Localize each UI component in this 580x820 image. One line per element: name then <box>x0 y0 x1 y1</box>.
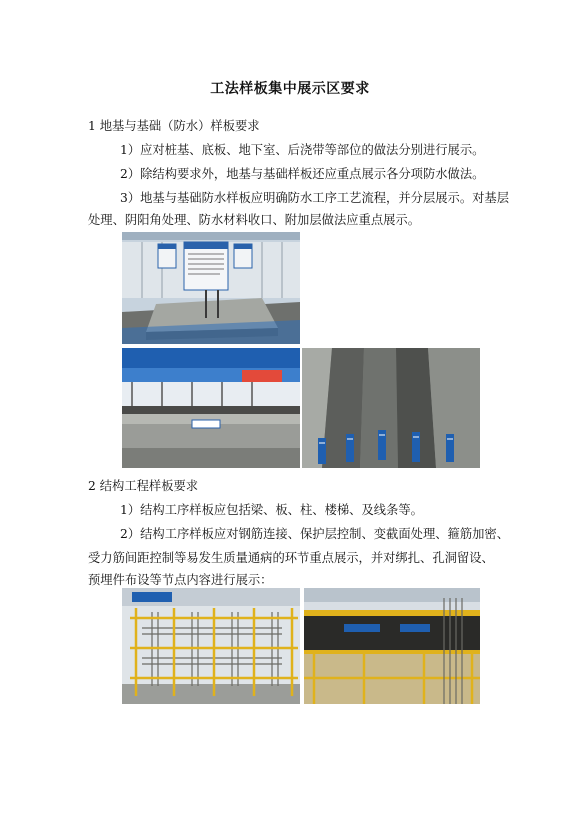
section2-item-2-cont: 受力筋间距控制等易发生质量通病的环节重点展示，并对绑扎、孔洞留设、 <box>88 551 494 565</box>
foundation-sample-photo <box>122 232 300 344</box>
page-title: 工法样板集中展示区要求 <box>210 81 370 97</box>
section1-item-1: 1）应对桩基、底板、地下室、后浇带等部位的做法分别进行展示。 <box>120 143 485 157</box>
section1-item-2: 2）除结构要求外，地基与基础样板还应重点展示各分项防水做法。 <box>120 167 485 181</box>
section1-item-3-cont: 处理、阴阳角处理、防水材料收口、附加层做法应重点展示。 <box>88 213 421 227</box>
section2-item-2: 2）结构工序样板应对钢筋连接、保护层控制、变截面处理、箍筋加密、 <box>120 527 510 541</box>
foundation-banner-photo <box>122 348 300 468</box>
section2-item-1: 1）结构工序样板应包括梁、板、柱、楼梯、及线条等。 <box>120 503 423 517</box>
section2-heading: 2 结构工程样板要求 <box>88 479 199 493</box>
section2-item-2-end: 预埋件布设等节点内容进行展示： <box>88 573 273 587</box>
structure-scaffold-photo <box>122 588 300 704</box>
section1-heading: 1 地基与基础（防水）样板要求 <box>88 119 260 133</box>
waterproofing-layers-photo <box>302 348 480 468</box>
section1-item-3: 3）地基与基础防水样板应明确防水工序工艺流程，并分层展示。对基层 <box>120 191 510 205</box>
formwork-sample-photo <box>304 588 480 704</box>
